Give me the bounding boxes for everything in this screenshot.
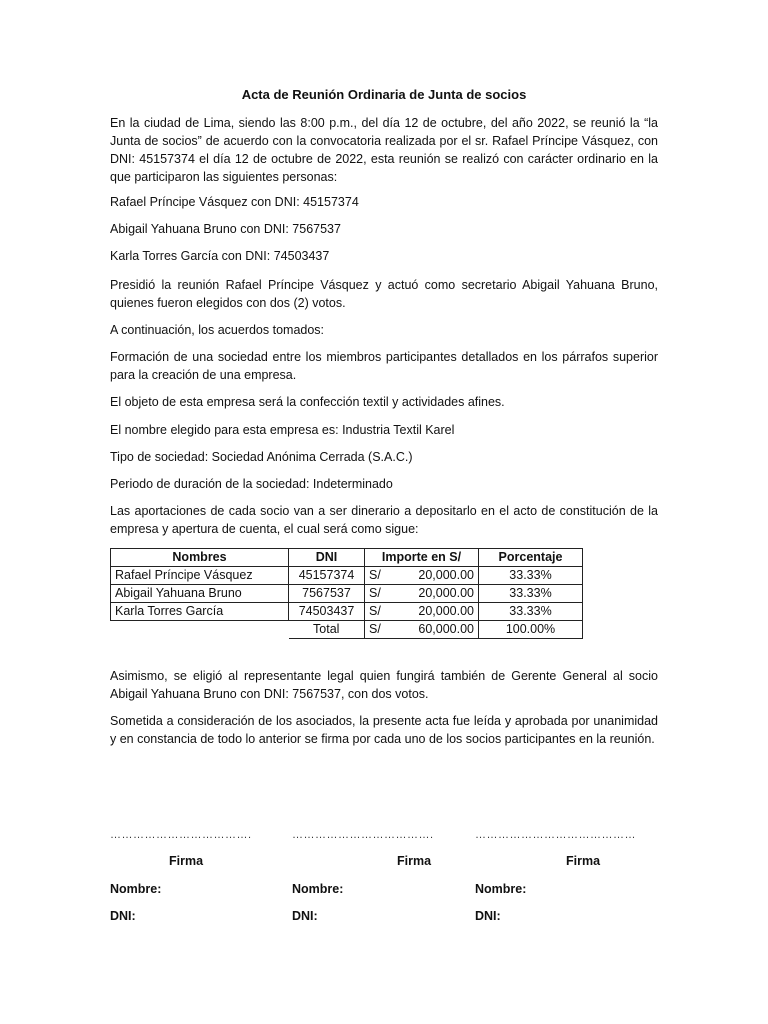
document-title: Acta de Reunión Ordinaria de Junta de socios — [241, 87, 527, 102]
dni-label-3: DNI: — [475, 909, 501, 923]
header-dni: DNI — [289, 549, 365, 567]
participant-3: Karla Torres García con DNI: 74503437 — [110, 249, 330, 263]
table-row — [111, 585, 583, 603]
cell-amount: 20,000.00 — [387, 603, 479, 621]
cell-percent: 33.33% — [479, 603, 583, 621]
cell-empty — [111, 621, 289, 639]
objeto-paragraph: El objeto de esta empresa será la confección textil y actividades afines. — [110, 395, 505, 409]
signature-line-2: ………………………………. — [292, 829, 434, 841]
signature-line-1: ………………………………. — [110, 829, 252, 841]
dni-label-2: DNI: — [292, 909, 318, 923]
cell-amount: 20,000.00 — [387, 567, 479, 585]
cell-name: Karla Torres García — [111, 603, 289, 621]
cell-currency: S/ — [365, 603, 387, 621]
cell-currency: S/ — [365, 585, 387, 603]
asimismo-paragraph: Asimismo, se eligió al representante legal quien fungirá también de Gerente General al socio Abigail Yahuana Bruno con DNI: 7567537, con dos votos. — [110, 669, 658, 701]
contributions-table — [110, 548, 583, 639]
table-header-row — [111, 549, 583, 567]
total-currency: S/ — [365, 621, 387, 639]
continuacion-paragraph: A continuación, los acuerdos tomados: — [110, 323, 325, 337]
periodo-paragraph: Periodo de duración de la sociedad: Indeterminado — [110, 477, 393, 491]
participant-2: Abigail Yahuana Bruno con DNI: 7567537 — [110, 222, 341, 236]
aportaciones-paragraph: Las aportaciones de cada socio van a ser dinerario a depositarlo en el acto de constitución de la empresa y apertura de cuenta, el cual será como sigue: — [110, 504, 658, 536]
nombre-empresa-paragraph: El nombre elegido para esta empresa es: Industria Textil Karel — [110, 423, 455, 437]
presidio-paragraph: Presidió la reunión Rafael Príncipe Vásquez y actuó como secretario Abigail Yahuana Bruno, quienes fueron elegidos con dos (2) votos. — [110, 278, 658, 310]
cell-dni: 7567537 — [289, 585, 365, 603]
cell-name: Abigail Yahuana Bruno — [111, 585, 289, 603]
cell-amount: 20,000.00 — [387, 585, 479, 603]
cell-percent: 33.33% — [479, 585, 583, 603]
table-row — [111, 567, 583, 585]
header-porcentaje: Porcentaje — [479, 549, 583, 567]
cell-name: Rafael Príncipe Vásquez — [111, 567, 289, 585]
header-importe: Importe en S/ — [365, 549, 479, 567]
header-nombres: Nombres — [111, 549, 289, 567]
firma-label-3: Firma — [566, 854, 601, 868]
dni-label-1: DNI: — [110, 909, 136, 923]
cell-dni: 74503437 — [289, 603, 365, 621]
participant-1: Rafael Príncipe Vásquez con DNI: 45157374 — [110, 195, 359, 209]
total-percent: 100.00% — [479, 621, 583, 639]
intro-paragraph: En la ciudad de Lima, siendo las 8:00 p.m., del día 12 de octubre, del año 2022, se reunió la “la Junta de socios” de acuerdo con la convocatoria realizada por el sr. Rafael Príncipe Vásquez, con DNI: 45157374 el día 12 de octubre de 2022, esta reunión se realizó con carácter ordinario en la que participaron las siguientes personas: — [110, 116, 658, 184]
table-row — [111, 603, 583, 621]
tipo-sociedad-paragraph: Tipo de sociedad: Sociedad Anónima Cerrada (S.A.C.) — [110, 450, 413, 464]
cell-dni: 45157374 — [289, 567, 365, 585]
table-total-row — [111, 621, 583, 639]
total-label: Total — [289, 621, 365, 639]
firma-label-2: Firma — [397, 854, 432, 868]
formacion-paragraph: Formación de una sociedad entre los miembros participantes detallados en los párrafos superior para la creación de una empresa. — [110, 350, 658, 382]
nombre-label-3: Nombre: — [475, 882, 527, 896]
cell-currency: S/ — [365, 567, 387, 585]
nombre-label-2: Nombre: — [292, 882, 344, 896]
nombre-label-1: Nombre: — [110, 882, 162, 896]
signature-line-3: …………………………………… — [475, 829, 636, 841]
total-amount: 60,000.00 — [387, 621, 479, 639]
cell-percent: 33.33% — [479, 567, 583, 585]
firma-label-1: Firma — [169, 854, 204, 868]
sometida-paragraph: Sometida a consideración de los asociados, la presente acta fue leída y aprobada por unanimidad y en constancia de todo lo anterior se firma por cada uno de los socios participantes en la reunión. — [110, 714, 658, 746]
